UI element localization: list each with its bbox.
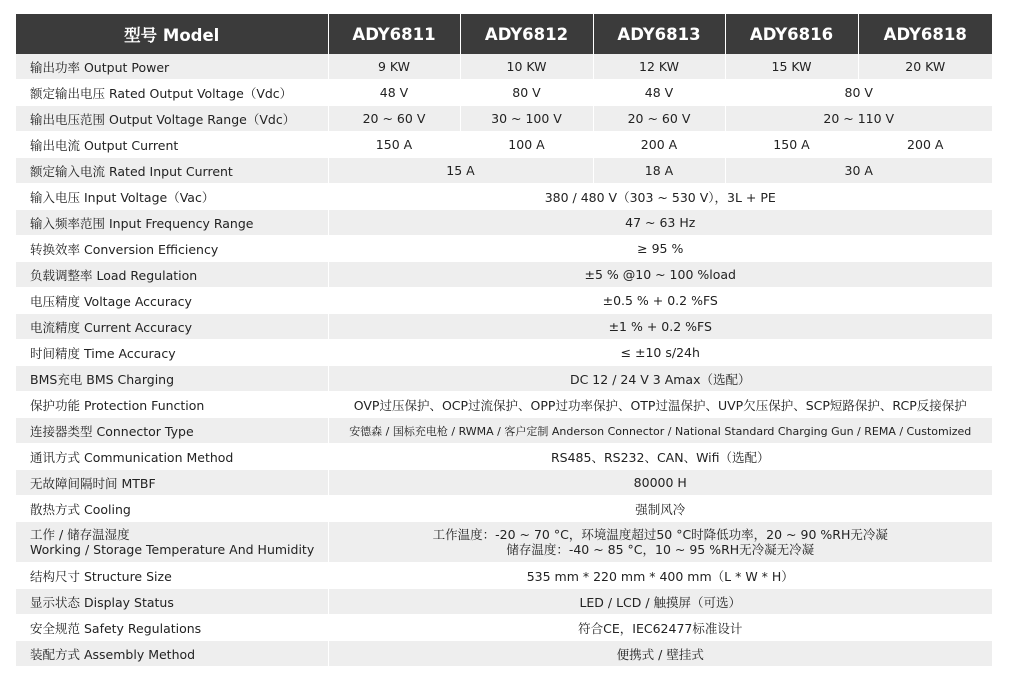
table-row xyxy=(16,158,992,184)
cell-value: 30 A xyxy=(725,158,992,184)
cell-value: 200 A xyxy=(593,132,725,158)
row-label xyxy=(16,522,328,563)
cell-value: 安德森 / 国标充电枪 / RWMA / 客户定制 Anderson Connector / National Standard Charging Gun / REMA / Customized xyxy=(328,418,992,444)
storage-temperature: 储存温度：-40 ~ 85 °C，10 ~ 95 %RH无冷凝无冷凝 xyxy=(506,542,815,557)
cell-value: 150 A xyxy=(328,132,460,158)
row-label: 输出电流 Output Current xyxy=(16,132,328,158)
cell-value: DC 12 / 24 V 3 Amax（选配） xyxy=(328,366,992,392)
cell-value: 80000 H xyxy=(328,470,992,496)
row-label: 装配方式 Assembly Method xyxy=(16,641,328,667)
header-model-2: ADY6812 xyxy=(460,14,593,54)
cell-value: 80 V xyxy=(460,80,593,106)
row-label: 通讯方式 Communication Method xyxy=(16,444,328,470)
row-label: 输入电压 Input Voltage（Vac） xyxy=(16,184,328,210)
row-label-en: Working / Storage Temperature And Humidity xyxy=(30,542,315,557)
header-model-4: ADY6816 xyxy=(725,14,858,54)
cell-value: 47 ~ 63 Hz xyxy=(328,210,992,236)
spec-table xyxy=(16,14,992,667)
row-label-cn: 工作 / 储存温湿度 xyxy=(30,527,130,542)
table-row xyxy=(16,288,992,314)
row-label: 散热方式 Cooling xyxy=(16,496,328,522)
table-row xyxy=(16,496,992,522)
row-label: 负载调整率 Load Regulation xyxy=(16,262,328,288)
table-row xyxy=(16,106,992,132)
row-label: 输入频率范围 Input Frequency Range xyxy=(16,210,328,236)
cell-value: 15 A xyxy=(328,158,593,184)
cell-value: 符合CE，IEC62477标准设计 xyxy=(328,615,992,641)
cell-value: 便携式 / 壁挂式 xyxy=(328,641,992,667)
working-temperature: 工作温度：-20 ~ 70 °C，环境温度超过50 °C时降低功率，20 ~ 90 %RH无冷凝 xyxy=(432,527,888,542)
cell-value: 380 / 480 V（303 ~ 530 V），3L + PE xyxy=(328,184,992,210)
cell-value: 48 V xyxy=(328,80,460,106)
cell-value: 150 A xyxy=(725,132,858,158)
table-row xyxy=(16,522,992,563)
row-label: BMS充电 BMS Charging xyxy=(16,366,328,392)
table-row xyxy=(16,444,992,470)
row-label: 保护功能 Protection Function xyxy=(16,392,328,418)
header-row xyxy=(16,14,992,54)
row-label: 连接器类型 Connector Type xyxy=(16,418,328,444)
table-row xyxy=(16,589,992,615)
table-row xyxy=(16,340,992,366)
cell-value: ±0.5 % + 0.2 %FS xyxy=(328,288,992,314)
table-row xyxy=(16,262,992,288)
header-model-5: ADY6818 xyxy=(858,14,992,54)
table-row xyxy=(16,184,992,210)
row-label: 显示状态 Display Status xyxy=(16,589,328,615)
cell-value: 100 A xyxy=(460,132,593,158)
row-label: 输出功率 Output Power xyxy=(16,54,328,80)
cell-value: 200 A xyxy=(858,132,992,158)
cell-value: 20 ~ 110 V xyxy=(725,106,992,132)
cell-value: 20 ~ 60 V xyxy=(328,106,460,132)
row-label: 结构尺寸 Structure Size xyxy=(16,563,328,589)
table-row xyxy=(16,80,992,106)
cell-value: 20 KW xyxy=(858,54,992,80)
table-row xyxy=(16,366,992,392)
header-model-3: ADY6813 xyxy=(593,14,725,54)
cell-value: 9 KW xyxy=(328,54,460,80)
cell-value: 强制风冷 xyxy=(328,496,992,522)
table-row xyxy=(16,314,992,340)
cell-value: 30 ~ 100 V xyxy=(460,106,593,132)
cell-value: OVP过压保护、OCP过流保护、OPP过功率保护、OTP过温保护、UVP欠压保护、SCP短路保护、RCP反接保护 xyxy=(328,392,992,418)
table-row xyxy=(16,54,992,80)
row-label: 时间精度 Time Accuracy xyxy=(16,340,328,366)
cell-value: ≤ ±10 s/24h xyxy=(328,340,992,366)
table-row xyxy=(16,236,992,262)
cell-value: 18 A xyxy=(593,158,725,184)
table-row xyxy=(16,418,992,444)
table-row xyxy=(16,210,992,236)
row-label: 安全规范 Safety Regulations xyxy=(16,615,328,641)
row-label: 额定输入电流 Rated Input Current xyxy=(16,158,328,184)
cell-value: 20 ~ 60 V xyxy=(593,106,725,132)
table-row xyxy=(16,641,992,667)
table-row xyxy=(16,563,992,589)
cell-value: 48 V xyxy=(593,80,725,106)
table-row xyxy=(16,132,992,158)
cell-value: 10 KW xyxy=(460,54,593,80)
table-row xyxy=(16,615,992,641)
cell-value: RS485、RS232、CAN、Wifi（选配） xyxy=(328,444,992,470)
row-label: 电压精度 Voltage Accuracy xyxy=(16,288,328,314)
row-label: 额定输出电压 Rated Output Voltage（Vdc） xyxy=(16,80,328,106)
cell-value: ±1 % + 0.2 %FS xyxy=(328,314,992,340)
cell-value: 12 KW xyxy=(593,54,725,80)
cell-value: 15 KW xyxy=(725,54,858,80)
cell-value: ±5 % @10 ~ 100 %load xyxy=(328,262,992,288)
cell-value: 80 V xyxy=(725,80,992,106)
table-row xyxy=(16,470,992,496)
row-label: 转换效率 Conversion Efficiency xyxy=(16,236,328,262)
header-model: 型号 Model xyxy=(16,14,328,54)
row-label: 电流精度 Current Accuracy xyxy=(16,314,328,340)
row-label: 输出电压范围 Output Voltage Range（Vdc） xyxy=(16,106,328,132)
cell-value: 535 mm * 220 mm * 400 mm（L * W * H） xyxy=(328,563,992,589)
cell-value: ≥ 95 % xyxy=(328,236,992,262)
cell-value xyxy=(328,522,992,563)
cell-value: LED / LCD / 触摸屏（可选） xyxy=(328,589,992,615)
table-row xyxy=(16,392,992,418)
row-label: 无故障间隔时间 MTBF xyxy=(16,470,328,496)
header-model-1: ADY6811 xyxy=(328,14,460,54)
